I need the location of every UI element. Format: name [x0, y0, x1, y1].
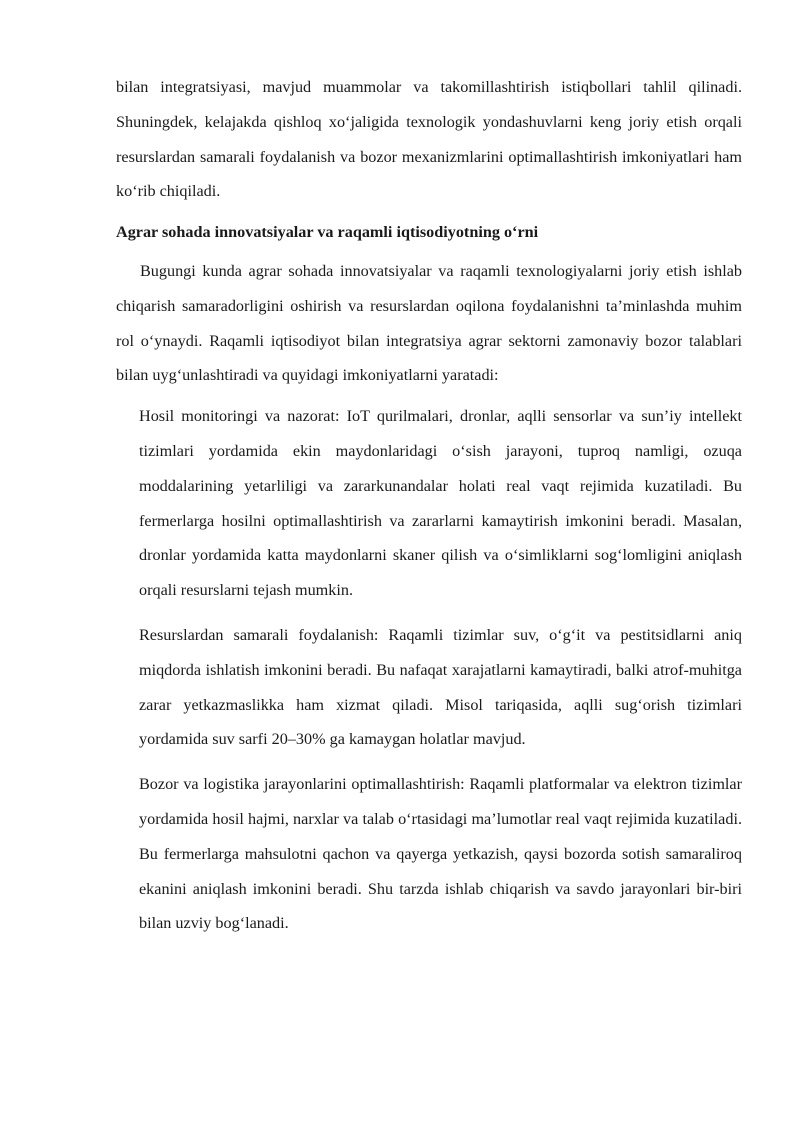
list-item: Bozor va logistika jarayonlarini optimallashtirish: Raqamli platformalar va elektron tizimlar yordamida hosil hajmi, narxlar va talab o‘rtasidagi ma’lumotlar real vaqt rejimida kuzatiladi. Bu fermerlarga mahsulotni qachon va qayerga yetkazish, qaysi bozorda sotish samaraliroq ekanini aniqlash imkonini beradi. Shu tarzda ishlab chiqarish va savdo jarayonlari bir-biri bilan uzviy bog‘lanadi. — [139, 775, 742, 933]
bullet-list — [139, 399, 742, 941]
section-heading: Agrar sohada innovatsiyalar va raqamli iqtisodiyotning o‘rni — [116, 223, 539, 242]
list-item: Hosil monitoringi va nazorat: IoT qurilmalari, dronlar, aqlli sensorlar va sun’iy intellekt tizimlari yordamida ekin maydonlaridagi o‘sish jarayoni, tuproq namligi, ozuqa moddalarining yetarliligi va zararkunandalar holati real vaqt rejimida kuzatiladi. Bu fermerlarga hosilni optimallashtirish va zararlarni kamaytirish imkonini beradi. Masalan, dronlar yordamida katta maydonlarni skaner qilish va o‘simliklarni sog‘lomligini aniqlash orqali resurslarni tejash mumkin. — [139, 407, 742, 600]
section-paragraph: Bugungi kunda agrar sohada innovatsiyalar va raqamli texnologiyalarni joriy etish ishlab chiqarish samaradorligini oshirish va resurslardan oqilona foydalanishni ta’minlashda muhim rol o‘ynaydi. Raqamli iqtisodiyot bilan integratsiya agrar sektorni zamonaviy bozor talablari bilan uyg‘unlashtiradi va quyidagi imkoniyatlarni yaratadi: — [116, 261, 742, 385]
list-item: Resurslardan samarali foydalanish: Raqamli tizimlar suv, o‘g‘it va pestitsidlarni aniq miqdorda ishlatish imkonini beradi. Bu nafaqat xarajatlarni kamaytiradi, balki atrof-muhitga zarar yetkazmaslikka ham xizmat qiladi. Misol tariqasida, aqlli sug‘orish tizimlari yordamida suv sarfi 20–30% ga kamaygan holatlar mavjud. — [139, 625, 742, 749]
intro-paragraph: bilan integratsiyasi, mavjud muammolar va takomillashtirish istiqbollari tahlil qilinadi. Shuningdek, kelajakda qishloq xo‘jaligida texnologik yondashuvlarni keng joriy etish orqali resurslardan samarali foydalanish va bozor mexanizmlarini optimallashtirish imkoniyatlari ham ko‘rib chiqiladi. — [116, 78, 742, 201]
document-page — [116, 70, 742, 941]
